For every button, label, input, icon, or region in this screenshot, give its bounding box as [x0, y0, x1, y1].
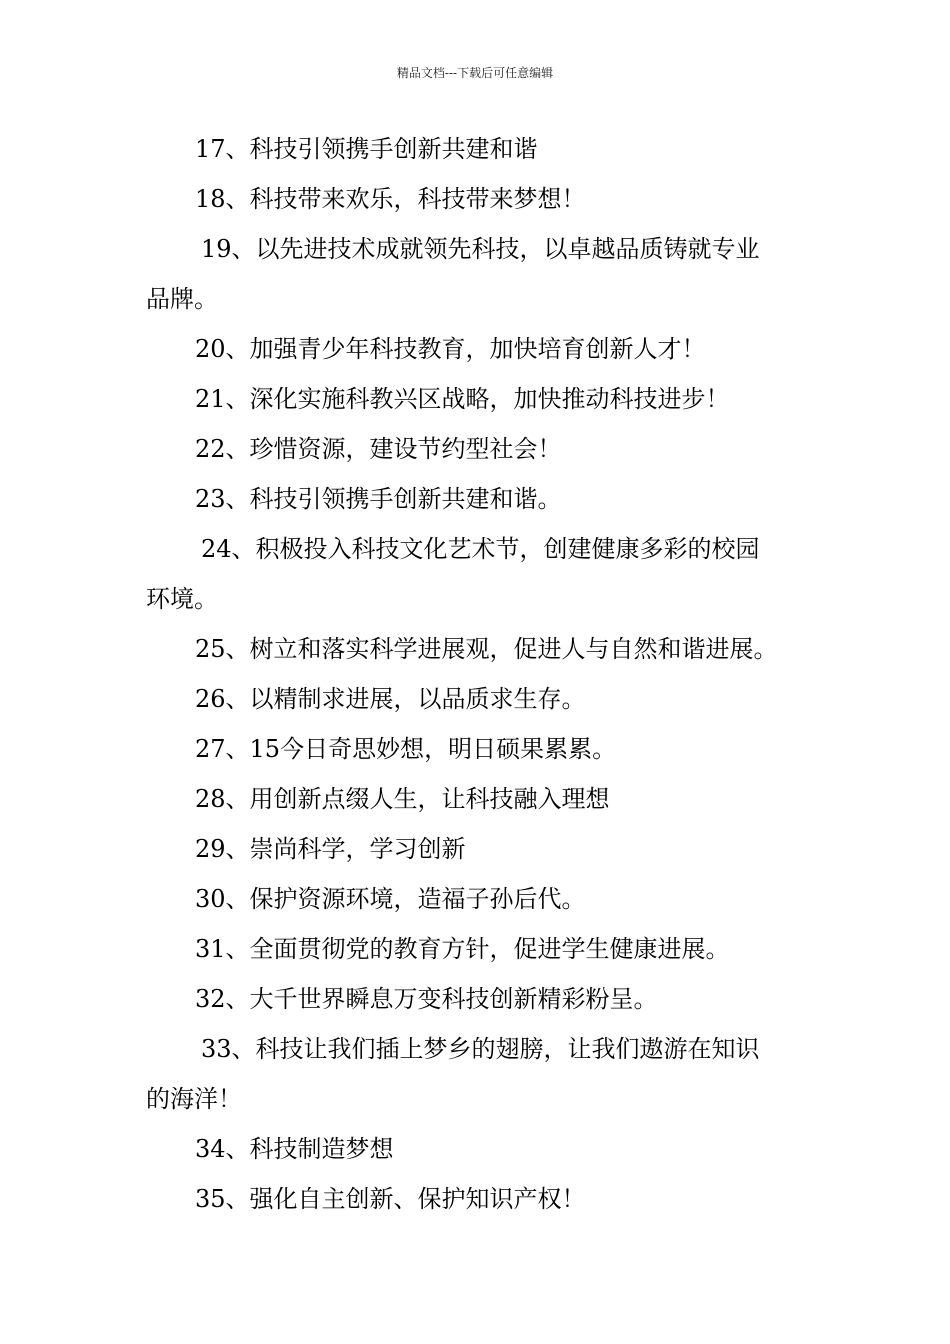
slogan-23: 23、科技引领携手创新共建和谐。: [195, 485, 562, 513]
slogan-28: 28、用创新点缀人生，让科技融入理想: [195, 785, 610, 813]
slogan-24: 24、积极投入科技文化艺术节，创建健康多彩的校园: [201, 535, 760, 563]
slogan-25: 25、树立和落实科学进展观，促进人与自然和谐进展。: [195, 635, 778, 663]
slogan-33: 33、科技让我们插上梦乡的翅膀，让我们遨游在知识: [201, 1035, 760, 1063]
slogan-35: 35、强化自主创新、保护知识产权！: [195, 1185, 586, 1213]
page-header: 精品文档---下载后可任意编辑: [396, 66, 554, 80]
slogan-27: 27、15今日奇思妙想，明日硕果累累。: [195, 735, 617, 763]
slogan-31: 31、全面贯彻党的教育方针，促进学生健康进展。: [195, 935, 730, 963]
slogan-29: 29、崇尚科学，学习创新: [195, 835, 466, 863]
slogan-19: 19、以先进技术成就领先科技，以卓越品质铸就专业: [201, 235, 760, 263]
slogan-34: 34、科技制造梦想: [195, 1135, 394, 1163]
slogan-21: 21、深化实施科教兴区战略，加快推动科技进步！: [195, 385, 730, 413]
slogan-17: 17、科技引领携手创新共建和谐: [195, 135, 538, 163]
slogan-19-continued: 品牌。: [146, 285, 218, 313]
slogan-24-continued: 环境。: [146, 585, 218, 613]
slogan-32: 32、大千世界瞬息万变科技创新精彩粉呈。: [195, 985, 658, 1013]
slogan-22: 22、珍惜资源，建设节约型社会！: [195, 435, 562, 463]
slogan-33-continued: 的海洋！: [146, 1085, 242, 1113]
slogan-18: 18、科技带来欢乐，科技带来梦想！: [195, 185, 586, 213]
slogan-20: 20、加强青少年科技教育，加快培育创新人才！: [195, 335, 706, 363]
slogan-26: 26、以精制求进展，以品质求生存。: [195, 685, 586, 713]
slogan-30: 30、保护资源环境，造福子孙后代。: [195, 885, 586, 913]
